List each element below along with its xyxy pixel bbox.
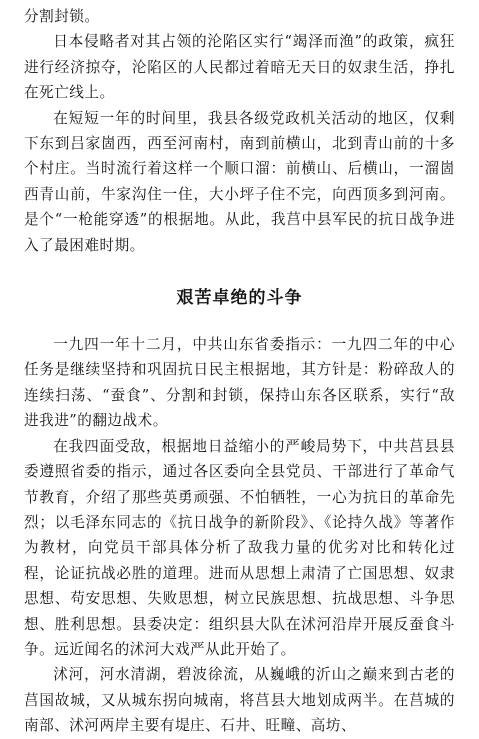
text-block-before	[24, 4, 455, 258]
paragraph: 日本侵略者对其占领的沦陷区实行“竭泽而渔”的政策，疯狂进行经济掠夺，沦陷区的人民都过着暗无天日的奴隶生活，挣扎在死亡线上。	[24, 33, 455, 102]
paragraph: 在短短一年的时间里，我县各级党政机关活动的地区，仅剩下东到吕家崮西，西至河南村，南到前横山，北到青山前的十多个村庄。当时流行着这样一个顺口溜：前横山、后横山，一溜崮西青山前，牛家沟住一住，大小坪子住不完，向西顶多到河南。是个“一枪能穿透”的根据地。从此，我莒中县军民的抗日战争进入了最困难时期。	[24, 109, 455, 254]
paragraph: 在我四面受敌，根据地日益缩小的严峻局势下，中共莒县县委遵照省委的指示，通过各区委向全县党员、干部进行了革命气节教育，介绍了那些英勇顽强、不怕牺牲，一心为抗日的革命先烈；以毛泽东同志的《抗日战争的新阶段》、《论持久战》等著作为教材，向党员干部具体分析了敌我力量的优劣对比和转化过程，论证抗战必胜的道理。进而从思想上肃清了亡国思想、奴隶思想、苟安思想、失败思想，树立民族思想、抗战思想、斗争思想、胜利思想。县委决定：组织县大队在沭河沿岸开展反蚕食斗争。远近闻名的沭河大戏严从此开始了。	[24, 437, 455, 658]
paragraph: 分割封锁。	[24, 8, 100, 25]
section-title: 艰苦卓绝的斗争	[176, 288, 303, 309]
text-block-after	[24, 332, 455, 739]
paragraph: 沭河，河水清湖，碧波徐流，从巍峨的沂山之巅来到古老的莒国故城，又从城东拐向城南，将莒县大地划成两半。在莒城的南部、沭河两岸主要有堤庄、石井、旺疃、高坊、	[24, 666, 455, 735]
paragraph: 一九四一年十二月，中共山东省委指示：一九四二年的中心任务是继续坚持和巩固抗日民主根据地，其方针是：粉碎敌人的连续扫荡、“蚕食”、分割和封锁，保持山东各区联系，实行“敌进我进”的翻边战术。	[24, 336, 455, 430]
